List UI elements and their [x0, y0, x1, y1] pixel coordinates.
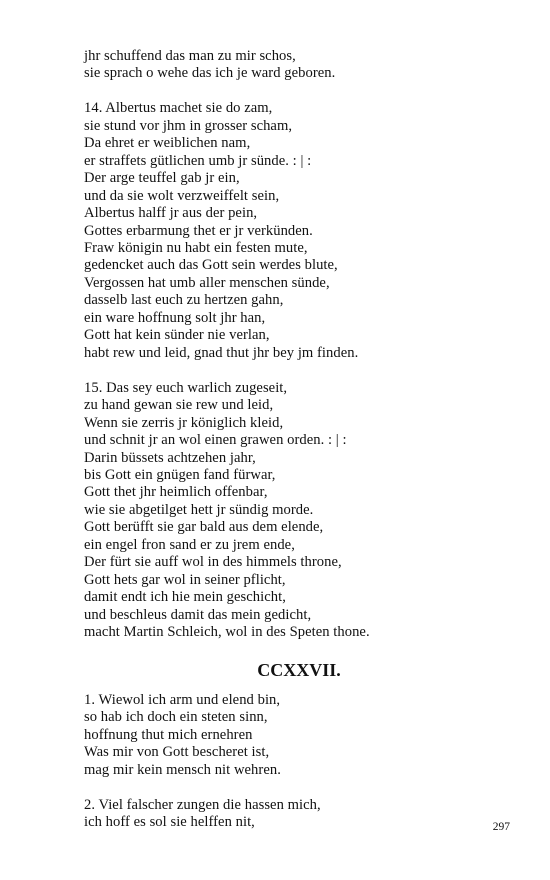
- verse-line: Gott berüfft sie gar bald aus dem elende,: [84, 519, 324, 536]
- verse-line: und da sie wolt verzweiffelt sein,: [84, 187, 280, 204]
- verse-line: dasselb last euch zu hertzen gahn,: [84, 292, 284, 309]
- verse-line: er straffets gütlichen umb jr sünde. : | :: [84, 152, 312, 169]
- verse-line: damit endt ich hie mein geschicht,: [84, 589, 286, 606]
- stanza: [84, 380, 484, 642]
- verse-line: Gottes erbarmung thet er jr verkünden.: [84, 222, 313, 239]
- verse-line: Da ehret er weiblichen nam,: [84, 135, 251, 152]
- verse-line: 15. Das sey euch warlich zugeseit,: [84, 379, 288, 396]
- new-song: [84, 692, 484, 832]
- verse-line: bis Gott ein gnügen fand fürwar,: [84, 466, 276, 483]
- page-number: 297: [492, 821, 510, 833]
- stanza: [84, 797, 484, 832]
- verse-line: ich hoff es sol sie helffen nit,: [84, 814, 255, 831]
- verse-line: ein ware hoffnung solt jhr han,: [84, 309, 266, 326]
- verse-line: so hab ich doch ein steten sinn,: [84, 709, 268, 726]
- verse-line: Gott hat kein sünder nie verlan,: [84, 327, 270, 344]
- verse-line: sie stund vor jhm in grosser scham,: [84, 117, 293, 134]
- verse-line: zu hand gewan sie rew und leid,: [84, 397, 274, 414]
- verse-line: mag mir kein mensch nit wehren.: [84, 761, 281, 778]
- verse-line: und beschleus damit das mein gedicht,: [84, 606, 312, 623]
- verse-line: habt rew und leid, gnad thut jhr bey jm finden.: [84, 344, 359, 361]
- verse-line: 1. Wiewol ich arm und elend bin,: [84, 692, 281, 708]
- verse-line: macht Martin Schleich, wol in des Speten thone.: [84, 624, 370, 641]
- verse-line: sie sprach o wehe das ich je ward geboren.: [84, 65, 336, 82]
- verse-line: 14. Albertus machet sie do zam,: [84, 100, 273, 117]
- poem-text: [84, 48, 484, 832]
- verse-line: gedencket auch das Gott sein werdes blute,: [84, 257, 338, 274]
- verse-line: hoffnung thut mich ernehren: [84, 726, 253, 743]
- verse-line: wie sie abgetilget hett jr sündig morde.: [84, 501, 314, 518]
- stanza: [84, 100, 484, 362]
- verse-line: Albertus halff jr aus der pein,: [84, 205, 258, 222]
- verse-line: 2. Viel falscher zungen die hassen mich,: [84, 796, 321, 813]
- verse-line: jhr schuffend das man zu mir schos,: [84, 48, 296, 64]
- stanza: [84, 48, 484, 83]
- stanza: [84, 692, 484, 779]
- verse-line: Der arge teuffel gab jr ein,: [84, 170, 240, 187]
- verse-line: und schnit jr an wol einen grawen orden. : | :: [84, 432, 347, 449]
- verse-line: Was mir von Gott bescheret ist,: [84, 744, 270, 761]
- verse-line: Gott thet jhr heimlich offenbar,: [84, 484, 268, 501]
- verse-line: Wenn sie zerris jr königlich kleid,: [84, 414, 284, 431]
- verse-line: Darin büssets achtzehen jahr,: [84, 449, 256, 466]
- verse-line: ein engel fron sand er zu jrem ende,: [84, 536, 295, 553]
- song-heading: CCXXVII.: [257, 660, 341, 680]
- verse-line: Der fürt sie auff wol in des himmels throne,: [84, 554, 342, 571]
- poem-continuation: [84, 48, 484, 642]
- verse-line: Vergossen hat umb aller menschen sünde,: [84, 274, 330, 291]
- verse-line: Fraw königin nu habt ein festen mute,: [84, 240, 308, 257]
- verse-line: Gott hets gar wol in seiner pflicht,: [84, 571, 286, 588]
